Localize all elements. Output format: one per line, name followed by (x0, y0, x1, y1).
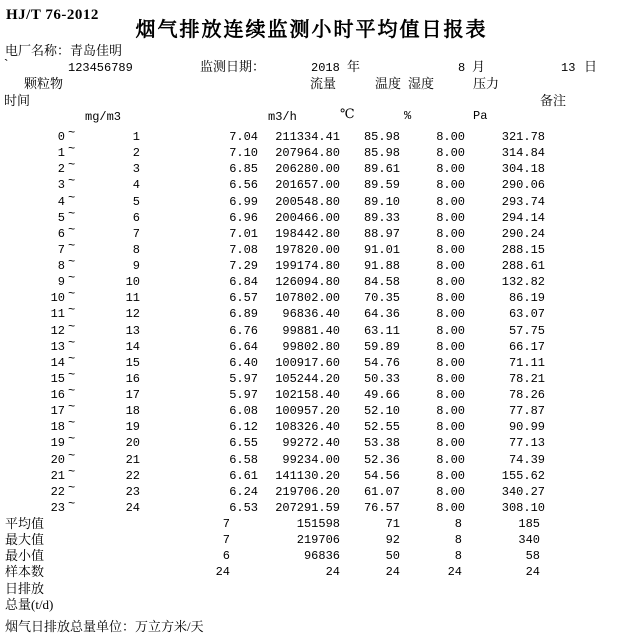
plant-name-label: 电厂名称： (5, 43, 71, 58)
humidity-cell: 8.00 (436, 436, 465, 451)
unit-temperature: ℃ (340, 106, 355, 121)
tilde-separator: ~ (68, 174, 76, 189)
summary-particulate-cell: 24 (215, 565, 230, 580)
particulate-cell: 6.12 (229, 420, 258, 435)
flow-cell: 100917.60 (275, 355, 340, 370)
summary-temperature-cell: 92 (385, 533, 400, 548)
summary-humidity-cell: 24 (447, 565, 462, 580)
summary-row (0, 597, 623, 613)
pressure-cell: 321.78 (501, 130, 545, 144)
hour-start-cell: 22 (50, 484, 65, 499)
humidity-cell: 8.00 (436, 371, 465, 386)
table-row (0, 206, 623, 226)
temperature-cell: 59.89 (363, 339, 400, 354)
flow-cell: 141130.20 (275, 468, 340, 483)
summary-humidity-cell: 8 (454, 533, 462, 548)
date-month-unit: 月 (472, 59, 486, 74)
hour-end-cell: 19 (125, 420, 140, 435)
particulate-cell: 6.08 (229, 404, 258, 419)
particulate-cell: 7.08 (229, 242, 258, 257)
pressure-cell: 293.74 (501, 194, 545, 209)
temperature-cell: 52.55 (363, 420, 400, 435)
summary-label: 最小值 (5, 548, 45, 564)
hour-start-cell: 16 (50, 388, 65, 402)
table-row (0, 384, 623, 403)
flow-cell: 200466.00 (275, 210, 340, 225)
temperature-cell: 85.98 (363, 130, 400, 144)
summary-humidity-cell: 8 (454, 517, 462, 531)
humidity-cell: 8.00 (436, 275, 465, 290)
pressure-cell: 288.61 (501, 259, 545, 273)
temperature-cell: 76.57 (363, 500, 400, 515)
humidity-cell: 8.00 (436, 178, 465, 193)
table-row (0, 319, 623, 339)
hour-start-cell: 1 (57, 146, 65, 161)
humidity-cell: 8.00 (436, 323, 465, 338)
unit-flow: m3/h (268, 110, 297, 124)
tilde-separator: ~ (68, 126, 76, 140)
summary-label: 总量(t/d) (5, 596, 54, 612)
hour-end-cell: 20 (125, 436, 140, 451)
column-header-pollutant: 颗粒物 (24, 76, 64, 91)
column-header-flow: 流量 (310, 76, 337, 91)
hour-start-cell: 8 (57, 259, 65, 273)
hour-start-cell: 2 (57, 162, 65, 177)
summary-humidity-cell: 8 (454, 549, 462, 564)
table-row (0, 255, 623, 274)
flow-cell: 99802.80 (282, 339, 340, 354)
particulate-cell: 7.01 (229, 226, 258, 241)
flow-cell: 198442.80 (275, 226, 340, 241)
table-row (0, 416, 623, 435)
hour-end-cell: 22 (125, 468, 140, 483)
pressure-cell: 77.87 (508, 404, 545, 419)
summary-pressure-cell: 340 (518, 533, 540, 548)
hour-start-cell: 10 (50, 291, 65, 306)
table-row (0, 400, 623, 419)
hour-end-cell: 18 (125, 404, 140, 419)
column-header-temperature: 温度 (375, 76, 402, 91)
hour-start-cell: 23 (50, 500, 65, 515)
particulate-cell: 6.53 (229, 500, 258, 515)
pressure-cell: 63.07 (508, 307, 545, 322)
tilde-separator: ~ (68, 367, 76, 382)
table-row (0, 335, 623, 355)
particulate-cell: 7.10 (229, 146, 258, 161)
hour-end-cell: 23 (125, 484, 140, 499)
table-row (0, 142, 623, 161)
tilde-separator: ~ (68, 271, 76, 286)
pressure-cell: 132.82 (501, 275, 545, 290)
hour-start-cell: 12 (50, 323, 65, 338)
hour-start-cell: 19 (50, 436, 65, 451)
particulate-cell: 6.57 (229, 291, 258, 306)
table-row (0, 287, 623, 306)
tilde-separator: ~ (68, 384, 76, 398)
particulate-cell: 6.58 (229, 452, 258, 467)
humidity-cell: 8.00 (436, 484, 465, 499)
pressure-cell: 340.27 (501, 484, 545, 499)
pressure-cell: 86.19 (508, 291, 545, 306)
tilde-separator: ~ (68, 400, 76, 415)
plant-code: 123456789 (68, 61, 133, 75)
temperature-cell: 50.33 (363, 371, 400, 386)
pressure-cell: 78.26 (508, 388, 545, 402)
summary-label: 日排放 (5, 580, 45, 596)
summary-row (0, 516, 623, 532)
humidity-cell: 8.00 (436, 355, 465, 370)
hour-end-cell: 4 (132, 178, 140, 193)
summary-flow-cell: 24 (325, 565, 340, 580)
pressure-cell: 308.10 (501, 500, 545, 515)
hour-start-cell: 13 (50, 339, 65, 354)
flow-cell: 211334.41 (275, 130, 340, 144)
humidity-cell: 8.00 (436, 162, 465, 177)
temperature-cell: 64.36 (363, 307, 400, 322)
particulate-cell: 6.96 (229, 210, 258, 225)
pressure-cell: 77.13 (508, 436, 545, 451)
summary-temperature-cell: 50 (385, 549, 400, 564)
flow-cell: 206280.00 (275, 162, 340, 177)
summary-row (0, 532, 623, 548)
tilde-separator: ~ (68, 335, 76, 350)
humidity-cell: 8.00 (436, 226, 465, 241)
humidity-cell: 8.00 (436, 291, 465, 306)
hour-end-cell: 3 (132, 162, 140, 177)
hour-start-cell: 14 (50, 355, 65, 370)
temperature-cell: 84.58 (363, 275, 400, 290)
summary-particulate-cell: 7 (222, 533, 230, 548)
plant-name-value: 青岛佳明 (70, 43, 123, 58)
flow-cell: 199174.80 (275, 259, 340, 273)
table-row (0, 351, 623, 371)
flow-cell: 197820.00 (275, 242, 340, 257)
summary-label: 平均值 (5, 516, 45, 531)
particulate-cell: 6.85 (229, 162, 258, 177)
unit-humidity: % (404, 109, 412, 123)
tilde-separator: ~ (68, 158, 76, 173)
tilde-separator: ~ (68, 206, 76, 221)
table-row (0, 496, 623, 516)
pressure-cell: 78.21 (508, 371, 545, 386)
particulate-cell: 6.64 (229, 339, 258, 354)
flow-cell: 107802.00 (275, 291, 340, 306)
temperature-cell: 85.98 (363, 146, 400, 161)
pressure-cell: 314.84 (501, 146, 545, 161)
tilde-separator: ~ (68, 255, 76, 269)
pressure-cell: 290.06 (501, 178, 545, 193)
temperature-cell: 49.66 (363, 388, 400, 402)
summary-row (0, 548, 623, 564)
particulate-cell: 6.55 (229, 436, 258, 451)
unit-pollutant: mg/m3 (85, 110, 122, 124)
column-header-remark: 备注 (540, 93, 567, 108)
humidity-cell: 8.00 (436, 130, 465, 144)
flow-cell: 99234.00 (282, 452, 340, 467)
pressure-cell: 66.17 (508, 339, 545, 354)
hour-end-cell: 15 (125, 355, 140, 370)
hour-end-cell: 21 (125, 452, 140, 467)
humidity-cell: 8.00 (436, 307, 465, 322)
table-row (0, 174, 623, 193)
flow-cell: 96836.40 (282, 307, 340, 322)
humidity-cell: 8.00 (436, 500, 465, 515)
particulate-cell: 6.84 (229, 275, 258, 290)
tilde-separator: ~ (68, 319, 76, 334)
flow-cell: 102158.40 (275, 388, 340, 402)
summary-temperature-cell: 24 (385, 565, 400, 580)
hour-end-cell: 12 (125, 307, 140, 322)
temperature-cell: 91.88 (363, 259, 400, 273)
particulate-cell: 7.04 (229, 130, 258, 144)
tilde-separator: ~ (68, 432, 76, 447)
hour-start-cell: 9 (57, 275, 65, 290)
hour-end-cell: 5 (132, 194, 140, 209)
particulate-cell: 6.89 (229, 307, 258, 322)
table-row (0, 271, 623, 290)
flow-cell: 99881.40 (282, 323, 340, 338)
humidity-cell: 8.00 (436, 242, 465, 257)
hour-end-cell: 13 (125, 323, 140, 338)
temperature-cell: 89.61 (363, 162, 400, 177)
flow-cell: 219706.20 (275, 484, 340, 499)
summary-row (0, 581, 623, 597)
tilde-separator: ~ (68, 416, 76, 431)
hour-end-cell: 11 (125, 291, 140, 306)
table-row (0, 126, 623, 145)
temperature-cell: 70.35 (363, 291, 400, 306)
hour-start-cell: 18 (50, 420, 65, 435)
humidity-cell: 8.00 (436, 194, 465, 209)
particulate-cell: 6.61 (229, 468, 258, 483)
tilde-separator: ~ (68, 448, 76, 463)
report-title: 烟气排放连续监测小时平均值日报表 (135, 19, 488, 41)
plant-name-line (5, 44, 122, 57)
humidity-cell: 8.00 (436, 452, 465, 467)
tilde-separator: ~ (68, 351, 76, 366)
temperature-cell: 63.11 (363, 323, 400, 338)
particulate-cell: 6.24 (229, 484, 258, 499)
pressure-cell: 74.39 (508, 452, 545, 467)
flow-cell: 201657.00 (275, 178, 340, 193)
table-row (0, 238, 623, 258)
table-row (0, 432, 623, 451)
humidity-cell: 8.00 (436, 404, 465, 419)
humidity-cell: 8.00 (436, 388, 465, 402)
hour-start-cell: 21 (50, 468, 65, 483)
tilde-separator: ~ (68, 496, 76, 511)
hour-end-cell: 24 (125, 500, 140, 515)
date-day-value: 13 (561, 61, 576, 75)
table-row (0, 303, 623, 322)
hour-start-cell: 5 (57, 210, 65, 225)
tilde-separator: ~ (68, 238, 76, 253)
particulate-cell: 5.97 (229, 388, 258, 402)
temperature-cell: 89.33 (363, 210, 400, 225)
temperature-cell: 89.10 (363, 194, 400, 209)
hour-end-cell: 2 (132, 146, 140, 161)
temperature-cell: 52.10 (363, 404, 400, 419)
humidity-cell: 8.00 (436, 468, 465, 483)
hour-start-cell: 15 (50, 371, 65, 386)
summary-flow-cell: 96836 (303, 549, 340, 564)
particulate-cell: 5.97 (229, 371, 258, 386)
flow-cell: 200548.80 (275, 194, 340, 209)
tilde-separator: ~ (68, 222, 76, 237)
flow-cell: 105244.20 (275, 371, 340, 386)
pressure-cell: 71.11 (508, 355, 545, 370)
date-month-value: 8 (458, 61, 466, 75)
hour-start-cell: 4 (57, 194, 65, 209)
hour-end-cell: 8 (132, 242, 140, 257)
particulate-cell: 6.56 (229, 178, 258, 193)
column-header-time: 时间 (4, 93, 31, 108)
pressure-cell: 155.62 (501, 468, 545, 483)
particulate-cell: 6.99 (229, 194, 258, 209)
pressure-cell: 90.99 (508, 420, 545, 435)
temperature-cell: 54.76 (363, 355, 400, 370)
summary-particulate-cell: 7 (222, 517, 230, 531)
tilde-separator: ~ (68, 287, 76, 302)
data-rows-container (0, 126, 623, 613)
footer-note: 烟气日排放总量单位：万立方米/天 (5, 619, 204, 634)
temperature-cell: 54.56 (363, 468, 400, 483)
summary-particulate-cell: 6 (222, 549, 230, 564)
flow-cell: 99272.40 (282, 436, 340, 451)
hour-start-cell: 0 (57, 130, 65, 144)
tilde-separator: ~ (68, 480, 76, 495)
pressure-cell: 294.14 (501, 210, 545, 225)
date-year-unit: 年 (347, 59, 361, 74)
table-row (0, 367, 623, 387)
particulate-cell: 6.76 (229, 323, 258, 338)
column-header-pressure: 压力 (473, 76, 500, 91)
column-header-humidity: 湿度 (408, 76, 435, 91)
temperature-cell: 88.97 (363, 226, 400, 241)
temperature-cell: 91.01 (363, 242, 400, 257)
hour-start-cell: 7 (57, 242, 65, 257)
date-day-unit: 日 (584, 59, 598, 74)
summary-flow-cell: 219706 (296, 533, 340, 548)
flow-cell: 207964.80 (275, 146, 340, 161)
hour-end-cell: 10 (125, 275, 140, 290)
hour-end-cell: 17 (125, 388, 140, 402)
summary-pressure-cell: 24 (525, 565, 540, 580)
particulate-cell: 7.29 (229, 259, 258, 273)
hour-start-cell: 17 (50, 404, 65, 419)
standard-code: HJ/T 76-2012 (6, 7, 99, 23)
hour-end-cell: 9 (132, 259, 140, 273)
date-year-value: 2018 (311, 61, 340, 75)
table-row (0, 222, 623, 242)
summary-flow-cell: 151598 (296, 517, 340, 531)
hour-start-cell: 6 (57, 226, 65, 241)
table-row (0, 448, 623, 468)
humidity-cell: 8.00 (436, 146, 465, 161)
summary-pressure-cell: 185 (518, 517, 540, 531)
summary-temperature-cell: 71 (385, 517, 400, 531)
unit-pressure: Pa (473, 109, 488, 123)
stray-mark: ` (4, 56, 9, 71)
flow-cell: 126094.80 (275, 275, 340, 290)
hour-end-cell: 14 (125, 339, 140, 354)
monitor-date-label: 监测日期： (200, 59, 266, 74)
flow-cell: 207291.59 (275, 500, 340, 515)
particulate-cell: 6.40 (229, 355, 258, 370)
hour-end-cell: 16 (125, 371, 140, 386)
pressure-cell: 290.24 (501, 226, 545, 241)
flow-cell: 100957.20 (275, 404, 340, 419)
hour-end-cell: 6 (132, 210, 140, 225)
temperature-cell: 52.36 (363, 452, 400, 467)
hour-start-cell: 11 (50, 307, 65, 322)
summary-label: 最大值 (5, 532, 45, 548)
temperature-cell: 61.07 (363, 484, 400, 499)
table-row (0, 190, 623, 210)
temperature-cell: 53.38 (363, 436, 400, 451)
hour-end-cell: 7 (132, 226, 140, 241)
summary-pressure-cell: 58 (525, 549, 540, 564)
hour-start-cell: 20 (50, 452, 65, 467)
tilde-separator: ~ (68, 142, 76, 157)
tilde-separator: ~ (68, 464, 76, 479)
humidity-cell: 8.00 (436, 210, 465, 225)
humidity-cell: 8.00 (436, 339, 465, 354)
summary-row (0, 564, 623, 580)
tilde-separator: ~ (68, 190, 76, 205)
pressure-cell: 288.15 (501, 242, 545, 257)
table-row (0, 158, 623, 177)
tilde-separator: ~ (68, 303, 76, 318)
table-row (0, 480, 623, 500)
pressure-cell: 57.75 (508, 323, 545, 338)
temperature-cell: 89.59 (363, 178, 400, 193)
flow-cell: 108326.40 (275, 420, 340, 435)
summary-label: 样本数 (5, 564, 45, 580)
hour-end-cell: 1 (132, 130, 140, 144)
humidity-cell: 8.00 (436, 259, 465, 273)
humidity-cell: 8.00 (436, 420, 465, 435)
table-row (0, 464, 623, 484)
pressure-cell: 304.18 (501, 162, 545, 177)
hour-start-cell: 3 (57, 178, 65, 193)
